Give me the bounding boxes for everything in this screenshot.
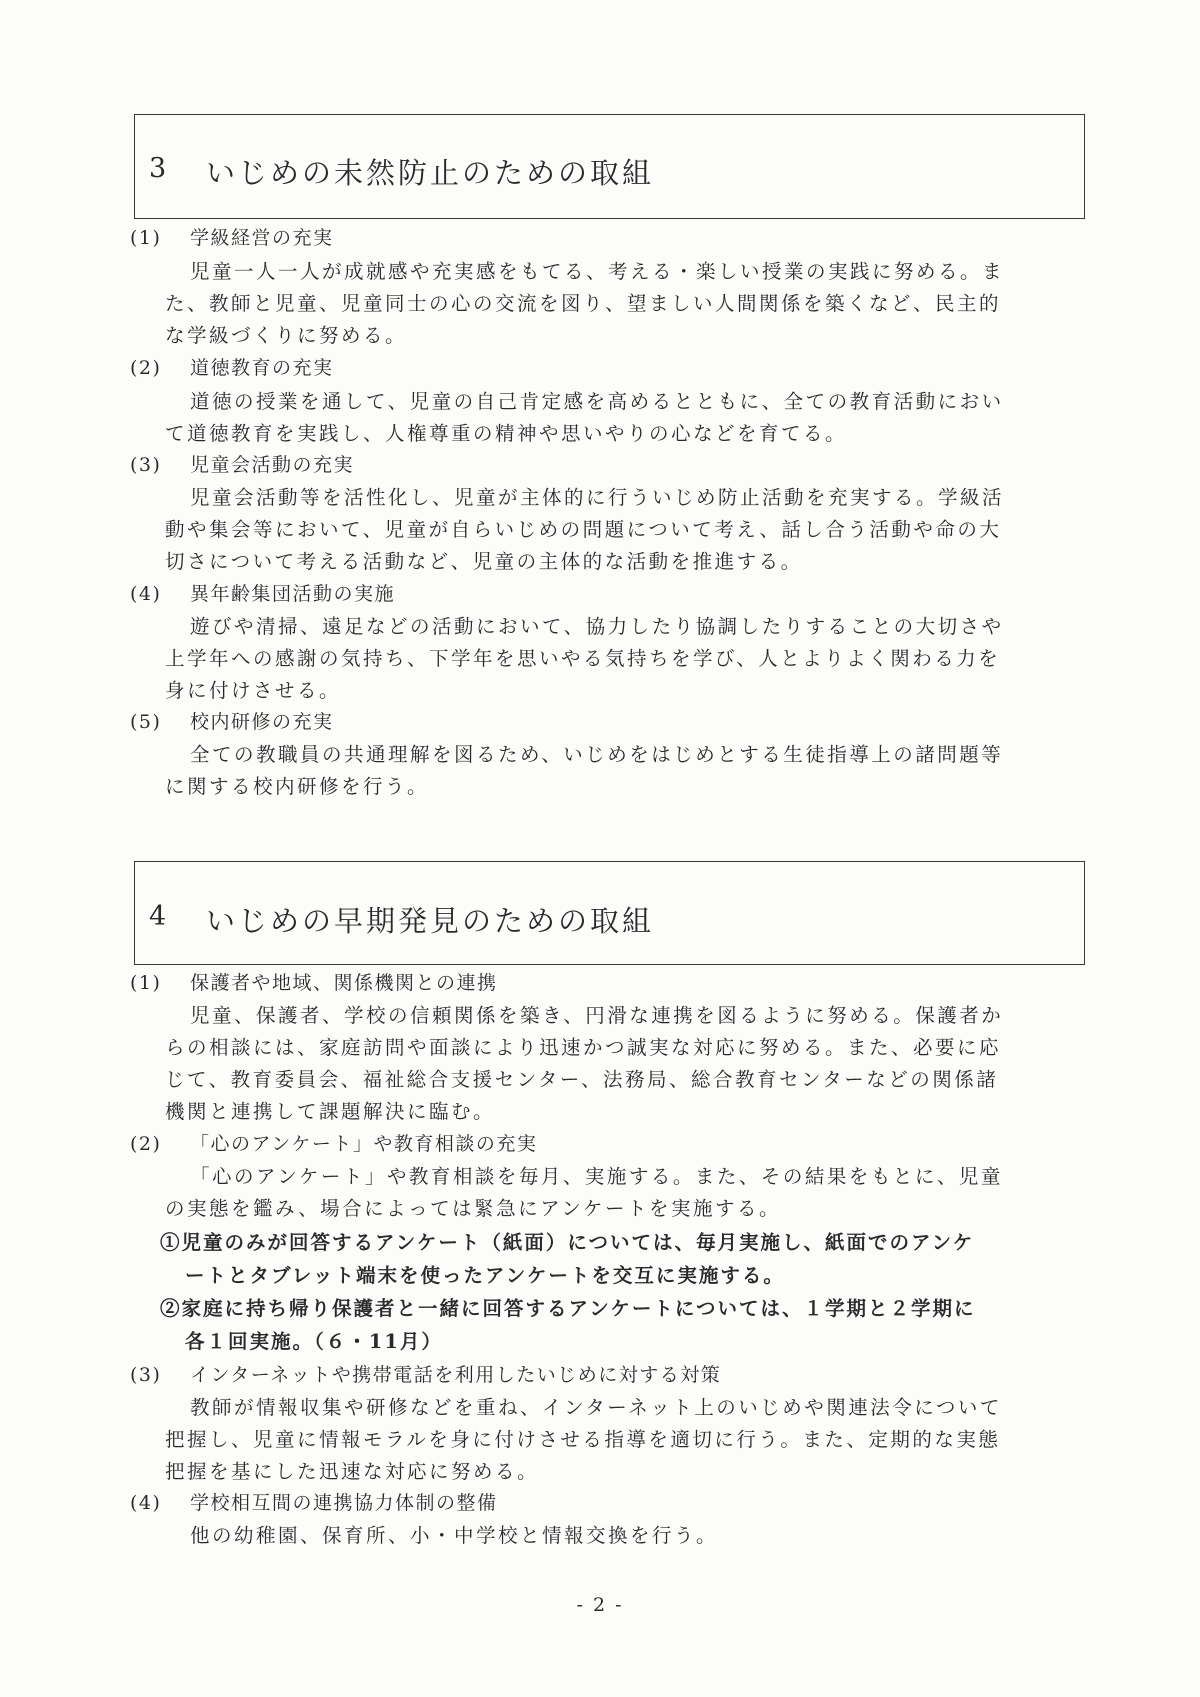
body-line: 身に付けさせる。 xyxy=(165,679,342,702)
bold-line: 各１回実施。（６・11月） xyxy=(185,1330,443,1353)
subsection-title: 児童会活動の充実 xyxy=(190,454,355,476)
body-line: らの相談には、家庭訪問や面談により迅速かつ誠実な対応に努める。また、必要に応 xyxy=(165,1036,1002,1059)
body-line: 把握し、児童に情報モラルを身に付けさせる指導を適切に行う。また、定期的な実態 xyxy=(165,1428,1001,1451)
body-line: 児童一人一人が成就感や充実感をもてる、考える・楽しい授業の実践に努める。ま xyxy=(190,260,1005,283)
bold-line: ①児童のみが回答するアンケート（紙面）については、毎月実施し、紙面でのアンケ xyxy=(160,1231,975,1254)
subsection-title: 道徳教育の充実 xyxy=(190,357,334,379)
body-line: 全ての教職員の共通理解を図るため、いじめをはじめとする生徒指導上の諸問題等 xyxy=(190,743,1004,766)
subsection-title: 異年齢集団活動の実施 xyxy=(190,583,396,605)
body-line: 道徳の授業を通して、児童の自己肯定感を高めるとともに、全ての教育活動におい xyxy=(190,390,1004,413)
subsection-heading xyxy=(130,707,334,734)
subsection-number: (4) xyxy=(130,583,162,605)
subsection-heading xyxy=(130,1129,537,1156)
subsection-title: 学校相互間の連携協力体制の整備 xyxy=(190,1492,498,1514)
subsection-title: インターネットや携帯電話を利用したいじめに対する対策 xyxy=(190,1364,722,1386)
subsection-number: (1) xyxy=(130,227,162,249)
subsection-number: (2) xyxy=(130,1133,162,1155)
subsection-number: (3) xyxy=(130,1364,162,1386)
subsection-heading xyxy=(130,1488,498,1515)
body-line: た、教師と児童、児童同士の心の交流を図り、望ましい人間関係を築くなど、民主的 xyxy=(165,292,1002,315)
body-line: じて、教育委員会、福祉総合支援センター、法務局、総合教育センターなどの関係諸 xyxy=(165,1068,999,1091)
body-line: 上学年への感謝の気持ち、下学年を思いやる気持ちを学び、人とよりよく関わる力を xyxy=(165,647,1001,670)
body-line: 「心のアンケート」や教育相談を毎月、実施する。また、その結果をもとに、児童 xyxy=(190,1165,1003,1188)
section-4-heading-box xyxy=(134,861,1085,965)
body-line: な学級づくりに努める。 xyxy=(165,324,408,347)
subsection-number: (3) xyxy=(130,454,162,476)
subsection-title: 保護者や地域、関係機関との連携 xyxy=(190,972,498,994)
subsection-number: (5) xyxy=(130,711,162,733)
body-line: て道徳教育を実践し、人権尊重の精神や思いやりの心などを育てる。 xyxy=(165,422,848,445)
section-4-title: いじめの早期発見のための取組 xyxy=(206,904,655,938)
body-line: に関する校内研修を行う。 xyxy=(165,775,430,798)
section-3-title: いじめの未然防止のための取組 xyxy=(206,156,655,190)
subsection-title: 「心のアンケート」や教育相談の充実 xyxy=(190,1133,538,1155)
body-line: 教師が情報収集や研修などを重ね、インターネット上のいじめや関連法令について xyxy=(190,1396,1002,1419)
body-line: 児童、保護者、学校の信頼関係を築き、円滑な連携を図るように努める。保護者か xyxy=(190,1004,1004,1027)
page-number: - 2 - xyxy=(576,1594,624,1616)
bold-line: ②家庭に持ち帰り保護者と一緒に回答するアンケートについては、１学期と２学期に xyxy=(160,1297,976,1320)
section-3-number: 3 xyxy=(149,153,168,184)
body-line: 切さについて考える活動など、児童の主体的な活動を推進する。 xyxy=(165,550,803,573)
body-line: の実態を鑑み、場合によっては緊急にアンケートを実施する。 xyxy=(165,1197,782,1220)
body-line: 機関と連携して課題解決に臨む。 xyxy=(165,1100,496,1123)
bold-line: ートとタブレット端末を使ったアンケートを交互に実施する。 xyxy=(185,1264,785,1287)
subsection-heading xyxy=(130,579,395,606)
subsection-heading xyxy=(130,450,354,477)
body-line: 遊びや清掃、遠足などの活動において、協力したり協調したりすることの大切さや xyxy=(190,615,1004,638)
body-line: 動や集会等において、児童が自らいじめの問題について考え、話し合う活動や命の大 xyxy=(165,518,1002,541)
subsection-heading xyxy=(130,223,334,250)
subsection-heading xyxy=(130,1360,721,1387)
subsection-heading xyxy=(130,968,498,995)
subsection-number: (2) xyxy=(130,357,162,379)
subsection-title: 学級経営の充実 xyxy=(190,227,334,249)
body-line: 把握を基にした迅速な対応に努める。 xyxy=(165,1460,540,1483)
subsection-number: (1) xyxy=(130,972,162,994)
body-line: 児童会活動等を活性化し、児童が主体的に行ういじめ防止活動を充実する。学級活 xyxy=(190,486,1005,509)
subsection-number: (4) xyxy=(130,1492,162,1514)
body-line: 他の幼稚園、保育所、小・中学校と情報交換を行う。 xyxy=(190,1524,719,1547)
section-3-heading-box xyxy=(134,114,1085,219)
section-4-number: 4 xyxy=(149,901,168,932)
subsection-heading xyxy=(130,353,334,380)
subsection-title: 校内研修の充実 xyxy=(190,711,334,733)
